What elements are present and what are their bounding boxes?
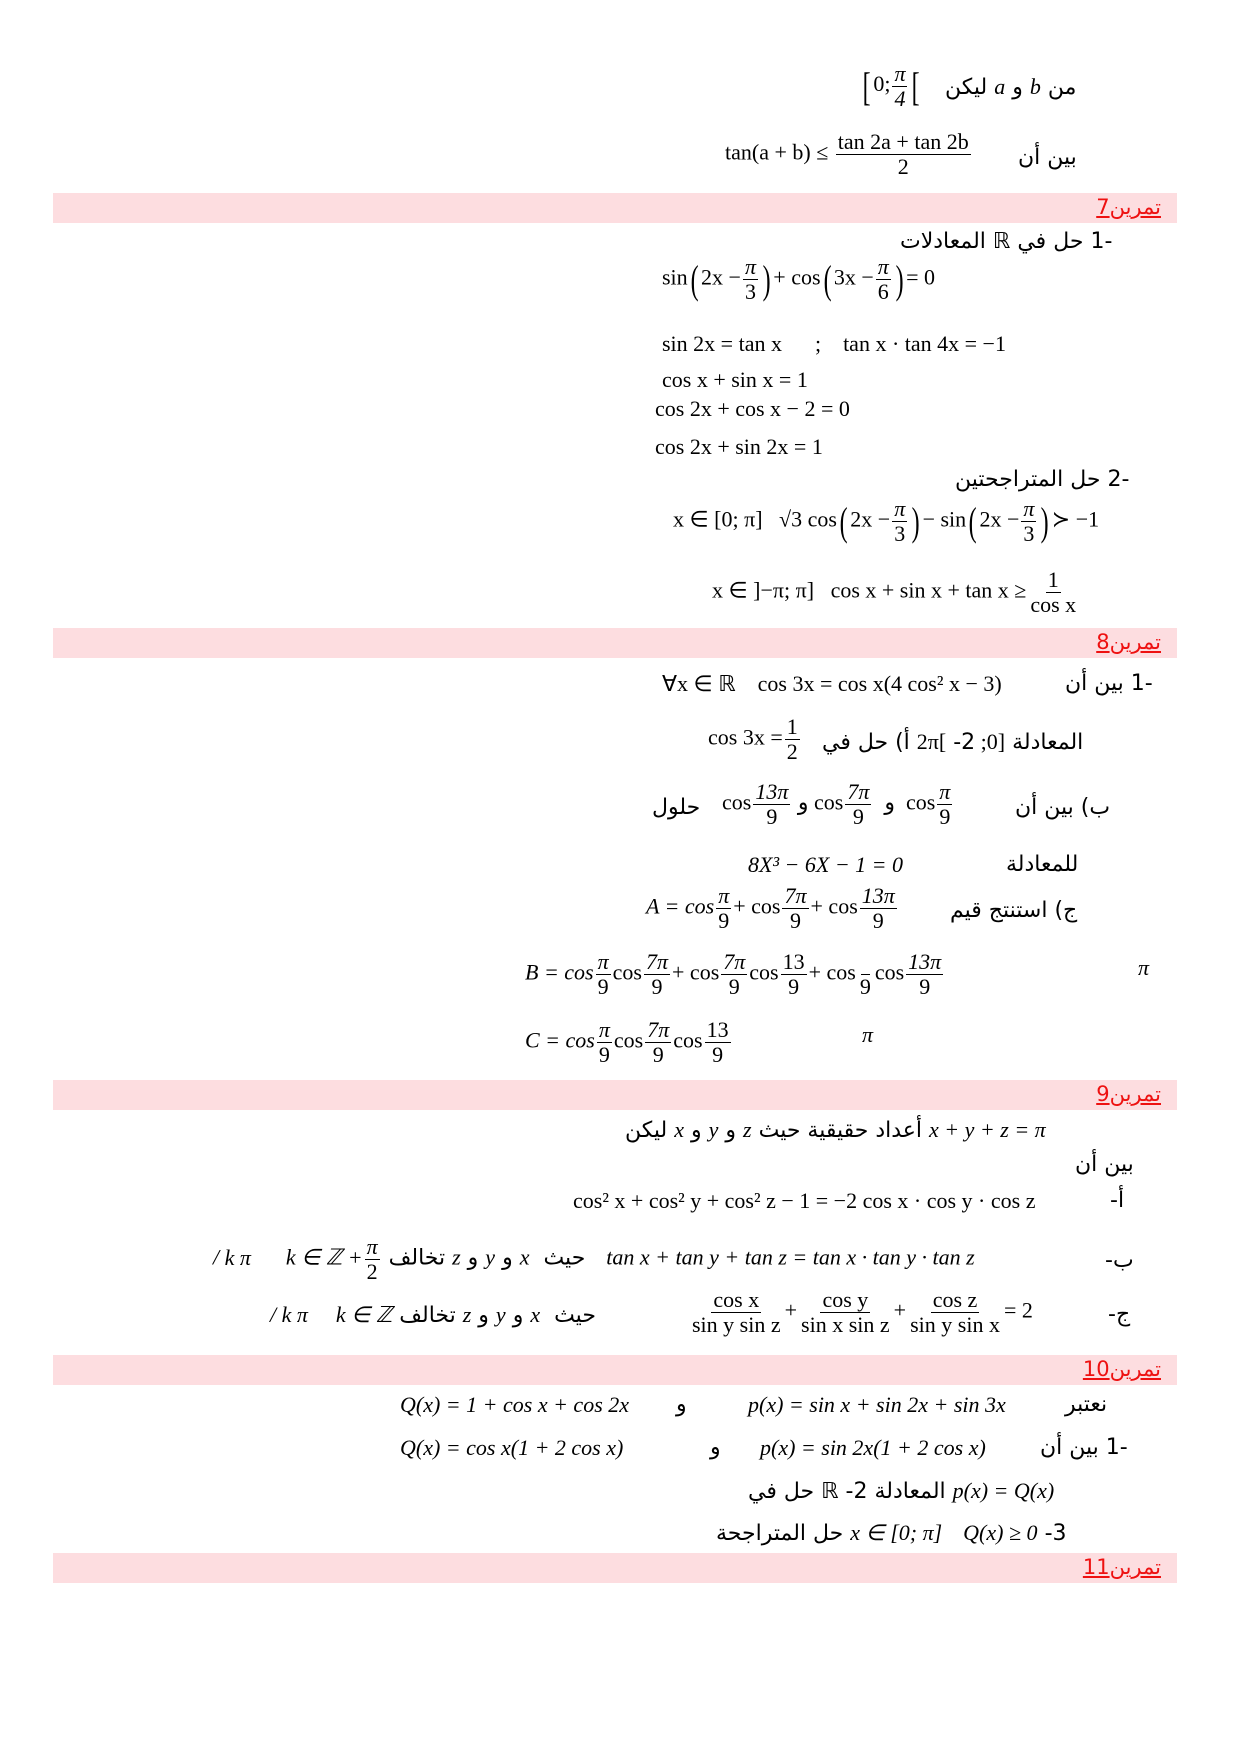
ex7-q2-label: -2 حل المتراجحتين — [955, 467, 1130, 492]
exercise-8-header — [53, 628, 1177, 658]
ex9-c-conditions: حيث x و y و z تخالف k π k ∈ ℤ / — [270, 1302, 596, 1328]
ex10-and-2: و — [710, 1435, 721, 1460]
ex8-c-label: ج) استنتج قيم — [950, 898, 1078, 923]
ex10-and-1: و — [676, 1392, 687, 1417]
ex8-B: B = cos $\frac{\pi}{9}$ cos $\frac{7\pi}{9}$ + cos $\frac{7\pi}{9}$ cos $\frac{13}{9}$ + cos 9 cos $\frac{13\pi}{9}$ — [525, 949, 942, 999]
ex8-stray-pi-2: π — [862, 1022, 874, 1047]
ex8-cubic: 8X³ − 6X − 1 = 0 — [748, 852, 904, 877]
exercise-11-header — [53, 1553, 1177, 1583]
ex8-A: A = cos $\frac{\pi}{9}$ + cos $\frac{7\pi}{9}$ + cos $\frac{13\pi}{9}$ — [646, 883, 895, 933]
ex9-c-math: $\frac{\text{cos x}}{\text{sin y sin z}}$ + $\frac{\text{cos y}}{\text{sin x sin z}}$ + $\frac{\text{cos z}}{\text{sin y sin x}}$ = 2 — [692, 1287, 1033, 1337]
exercise-10-title: تمرين10 — [1082, 1357, 1161, 1381]
ex8-b-values: cos $\frac{13\pi}{9}$ و cos $\frac{7\pi}{9}$ و cos $\frac{\pi}{9}$ — [722, 779, 951, 829]
ex10-q2: p(x) = Q(x) المعادلة ℝ -2 حل في — [748, 1478, 1055, 1504]
ex9-c-label: ج- — [1108, 1302, 1131, 1327]
exercise-7-header — [53, 193, 1177, 223]
exercise-10-header — [53, 1355, 1177, 1385]
ex10-q3: x ∈ [0; π] Q(x) ≥ 0 -3 حل المتراجحة — [716, 1520, 1067, 1546]
ex8-q1-label: -1 بين أن — [1065, 671, 1153, 696]
ex9-a-label: أ- — [1110, 1188, 1125, 1213]
ex10-q1-label: -1 بين أن — [1040, 1435, 1128, 1460]
ex10-p-fact: p(x) = sin 2x(1 + 2 cos x) — [760, 1435, 986, 1460]
pi-over-4: $\frac{\pi}{4}$ — [894, 61, 906, 111]
exercise-8-title: تمرين8 — [1096, 630, 1161, 654]
exercise-7-title: تمرين7 — [1096, 195, 1161, 219]
ex10-q-fact: Q(x) = cos x(1 + 2 cos x) — [400, 1435, 624, 1460]
ex9-a-math: cos² x + cos² y + cos² z − 1 = −2 cos x · cos y · cos z — [573, 1188, 1036, 1213]
exercise-11-title: تمرين11 — [1082, 1555, 1161, 1579]
ex8-stray-pi-1: π — [1138, 955, 1150, 980]
ex8-b-label: ب) بين أن — [1015, 795, 1111, 820]
ex8-for-equation: للمعادلة — [1006, 852, 1079, 877]
ex8-q2-label: المعادلة [0; 2π[ -2 أ) حل في — [822, 729, 1084, 755]
ex7-eq2: sin 2x = tan x ; tan x · tan 4x = −1 — [662, 331, 1006, 356]
ex9-b-line: tan x + tan y + tan z = tan x · tan y · tan z حيث x و y و z تخالف $\frac{\pi}{2}$ + k π k ∈ ℤ / — [213, 1234, 975, 1284]
ex10-q-def: Q(x) = 1 + cos x + cos 2x — [400, 1392, 630, 1417]
ex7-eq4: cos 2x + cos x − 2 = 0 — [655, 396, 850, 421]
exercise-9-header — [53, 1080, 1177, 1110]
intro-line-1: [ 0; $\frac{\pi}{4}$ [ — [862, 61, 921, 111]
ex10-p-def: p(x) = sin x + sin 2x + sin 3x — [748, 1392, 1006, 1417]
ex10-consider: نعتبر — [1065, 1392, 1108, 1417]
ex8-C: C = cos $\frac{\pi}{9}$ cos $\frac{7\pi}{9}$ cos $\frac{13}{9}$ — [525, 1017, 729, 1067]
ex8-b-solutions: حلول — [652, 795, 701, 820]
ex7-eq5: cos 2x + sin 2x = 1 — [655, 434, 823, 459]
intro-inequality: tan(a + b) ≤ $\frac{\tan 2a + \tan 2b}{2}$ — [725, 129, 969, 179]
ex9-intro: x + y + z = π أعداد حقيقية حيث z و y و x ليكن — [625, 1117, 1046, 1143]
intro-let-text: من b و a ليكن — [945, 74, 1077, 100]
ex7-eq3: cos x + sin x = 1 — [662, 367, 808, 392]
ex8-q2-eq: cos 3x = $\frac{1}{2}$ — [708, 714, 798, 764]
ex9-show-that: بين أن — [1075, 1152, 1134, 1177]
exercise-9-title: تمرين9 — [1096, 1082, 1161, 1106]
intro-show-that: بين أن — [1018, 145, 1077, 170]
ex7-ineq1: x ∈ [0; π] √3 cos( 2x − $\frac{\pi}{3}$ ) − sin( 2x − $\frac{\pi}{3}$ ) ≻ −1 — [673, 496, 1100, 546]
ex7-q1-label: -1 حل في ℝ المعادلات — [900, 228, 1113, 254]
ex7-ineq2: x ∈ ]−π; π] cos x + sin x + tan x ≥ $\frac{1}{\text{cos x}}$ — [712, 567, 1077, 617]
ex9-b-label: ب- — [1105, 1248, 1134, 1273]
ex8-q1-math: ∀x ∈ ℝ cos 3x = cos x(4 cos² x − 3) — [662, 671, 1002, 696]
ex7-eq1: sin( 2x − $\frac{\pi}{3}$ ) + cos( 3x − $\frac{\pi}{6}$ ) = 0 — [662, 254, 936, 304]
